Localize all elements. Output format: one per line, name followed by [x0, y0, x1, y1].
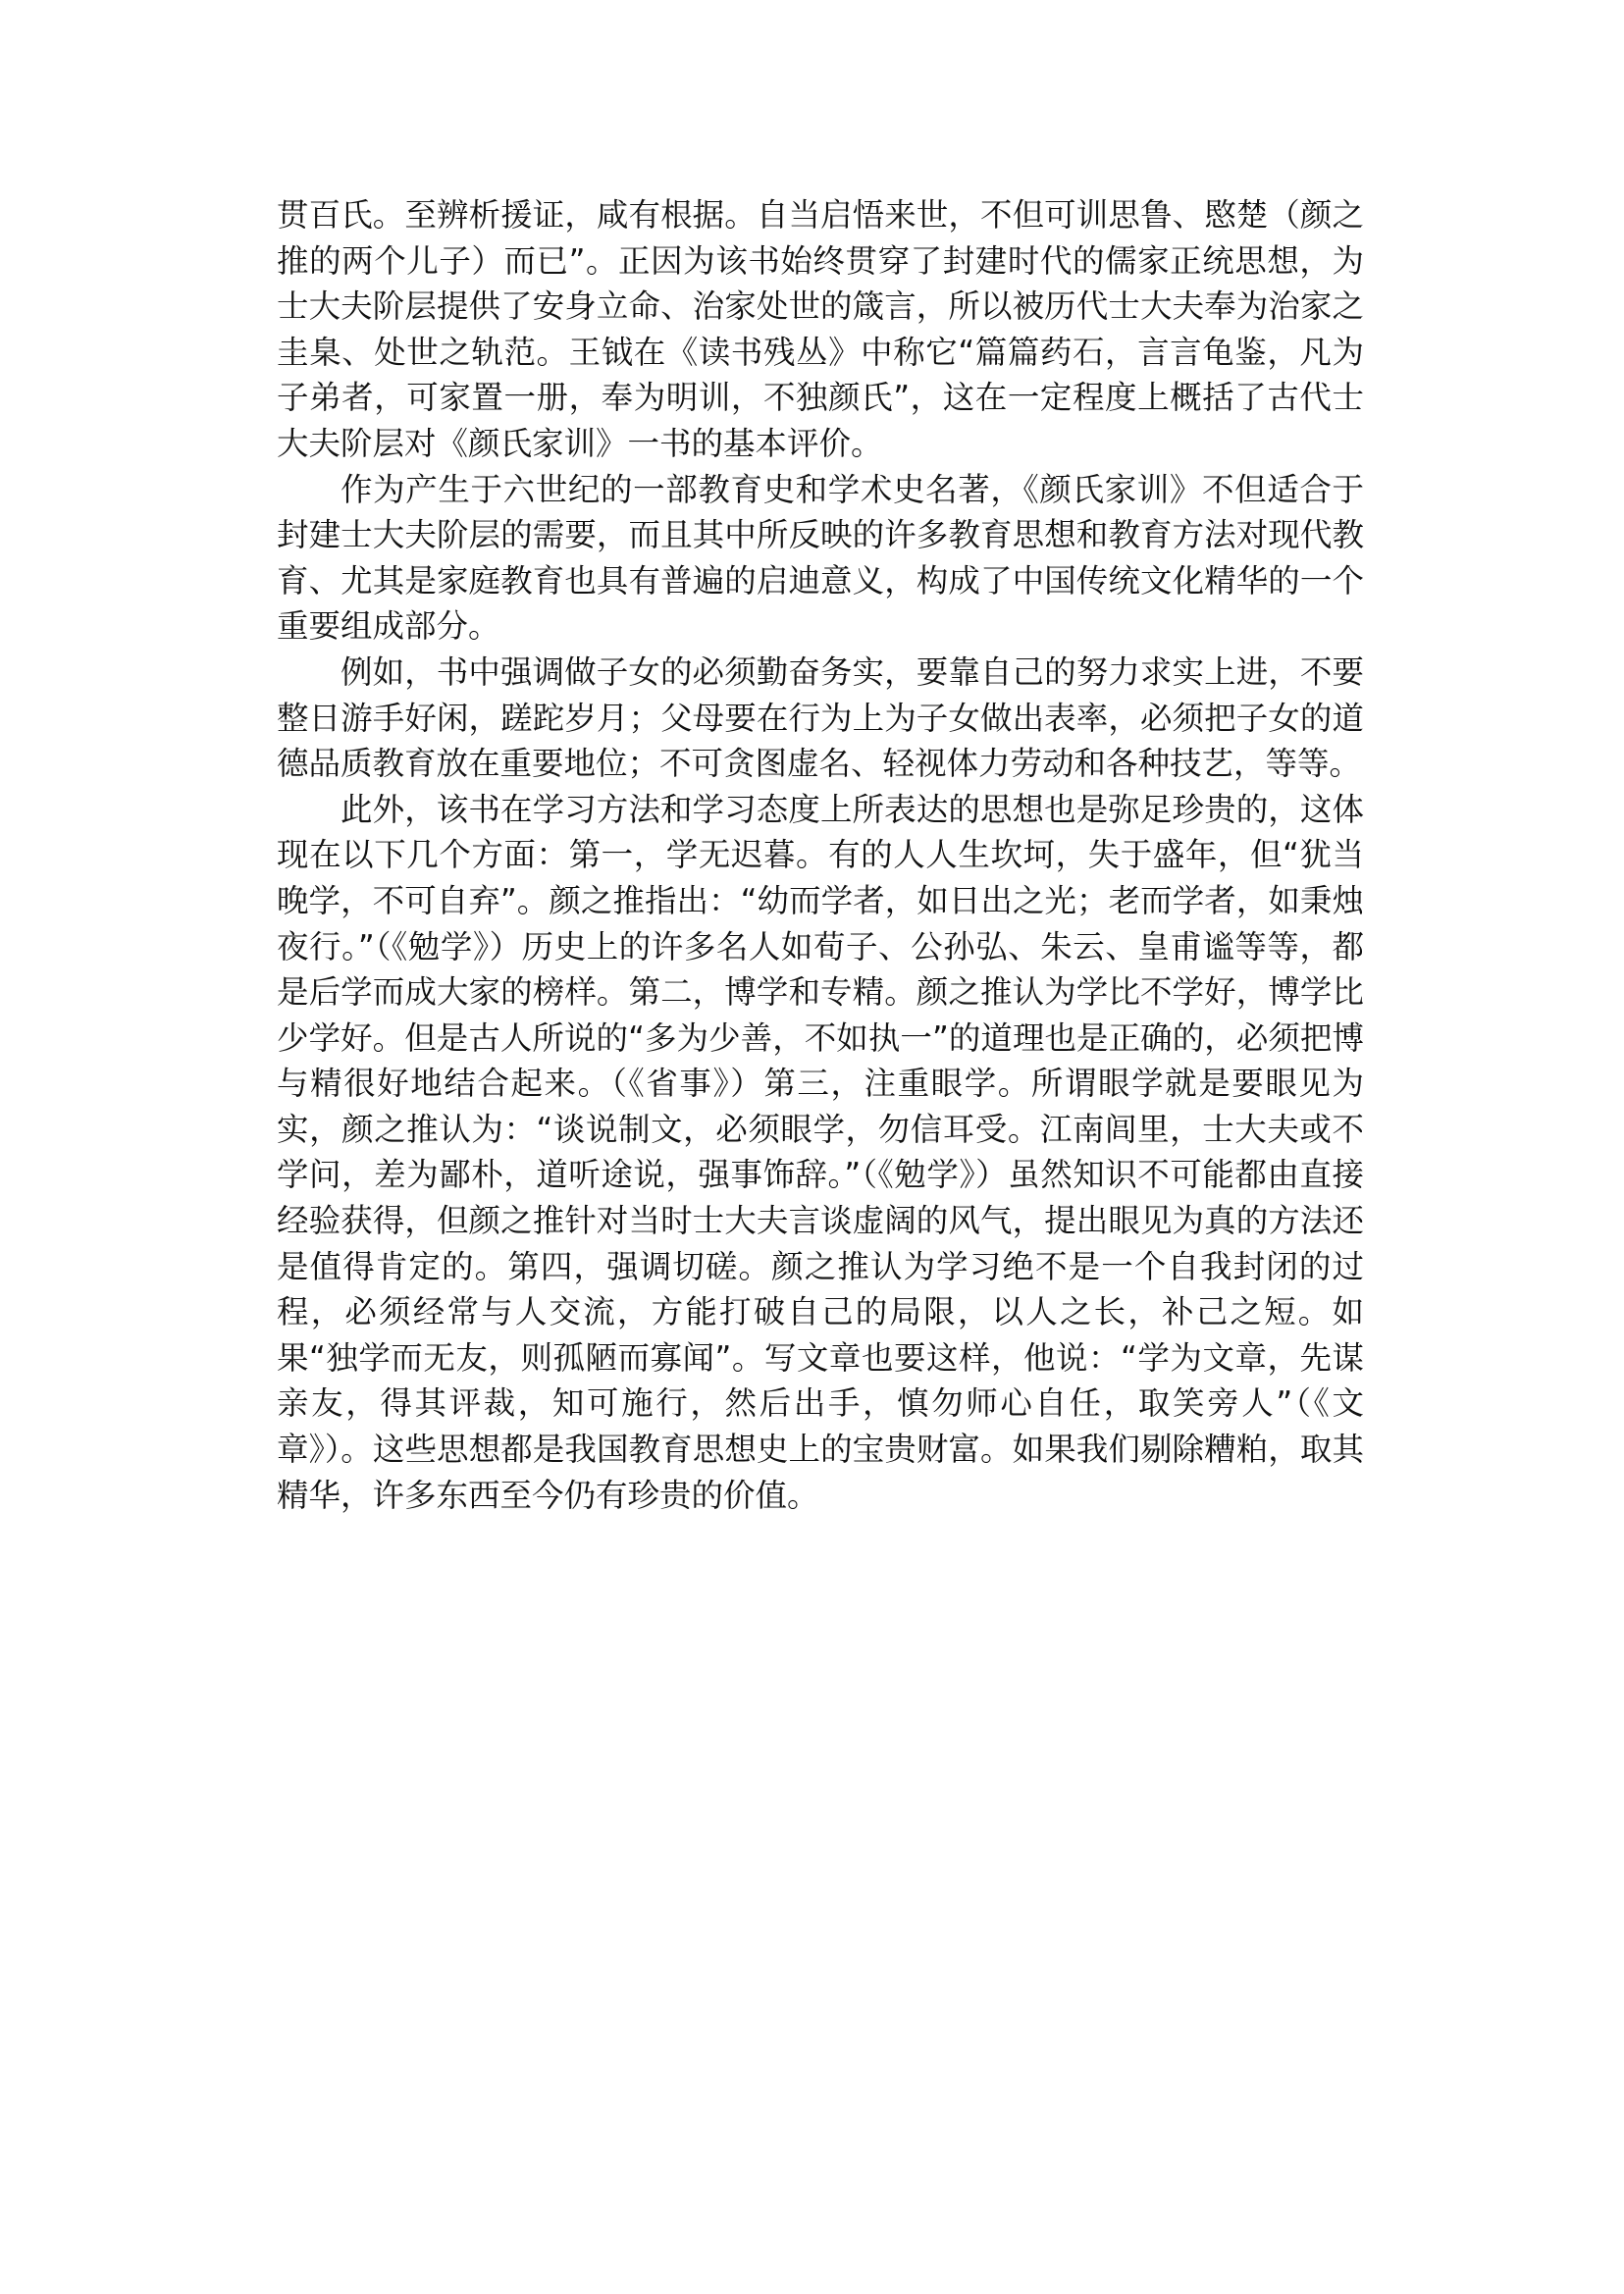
paragraph-1: 贯百氏。至辨析援证，咸有根据。自当启悟来世，不但可训思鲁、愍楚（颜之推的两个儿子）而已”。正因为该书始终贯穿了封建时代的儒家正统思想，为士大夫阶层提供了安身立命、治家处世的箴言，所以被历代士大夫奉为治家之圭臬、处世之轨范。王钺在《读书残丛》中称它“篇篇药石，言言龟鉴，凡为子弟者，可家置一册，奉为明训，不独颜氏”，这在一定程度上概括了古代士大夫阶层对《颜氏家训》一书的基本评价。 [277, 196, 1364, 462]
paragraph-3: 例如，书中强调做子女的必须勤奋务实，要靠自己的努力求实上进，不要整日游手好闲，蹉跎岁月；父母要在行为上为子女做出表率，必须把子女的道德品质教育放在重要地位；不可贪图虚名、轻视体力劳动和各种技艺，等等。 [277, 652, 1364, 783]
paragraph-2: 作为产生于六世纪的一部教育史和学术史名著，《颜氏家训》不但适合于封建士大夫阶层的需要，而且其中所反映的许多教育思想和教育方法对现代教育、尤其是家庭教育也具有普遍的启迪意义，构成了中国传统文化精华的一个重要组成部分。 [277, 470, 1364, 646]
body-text [277, 192, 1364, 1518]
paragraph-4: 此外，该书在学习方法和学习态度上所表达的思想也是弥足珍贵的，这体现在以下几个方面：第一，学无迟暮。有的人人生坎坷，失于盛年，但“犹当晚学，不可自弃”。颜之推指出：“幼而学者，如日出之光；老而学者，如秉烛夜行。”（《勉学》）历史上的许多名人如荀子、公孙弘、朱云、皇甫谧等等，都是后学而成大家的榜样。第二，博学和专精。颜之推认为学比不学好，博学比少学好。但是古人所说的“多为少善，不如执一”的道理也是正确的，必须把博与精很好地结合起来。（《省事》）第三，注重眼学。所谓眼学就是要眼见为实，颜之推认为：“谈说制文，必须眼学，勿信耳受。江南闾里，士大夫或不学问，差为鄙朴，道听途说，强事饰辞。”（《勉学》）虽然知识不可能都由直接经验获得，但颜之推针对当时士大夫言谈虚阔的风气，提出眼见为真的方法还是值得肯定的。第四，强调切磋。颜之推认为学习绝不是一个自我封闭的过程，必须经常与人交流，方能打破自己的局限，以人之长，补己之短。如果“独学而无友，则孤陋而寡闻”。写文章也要这样，他说：“学为文章，先谋亲友，得其评裁，知可施行，然后出手，慎勿师心自任，取笑旁人”（《文章》）。这些思想都是我国教育思想史上的宝贵财富。如果我们剔除糟粕，取其精华，许多东西至今仍有珍贵的价值。 [277, 790, 1364, 1514]
